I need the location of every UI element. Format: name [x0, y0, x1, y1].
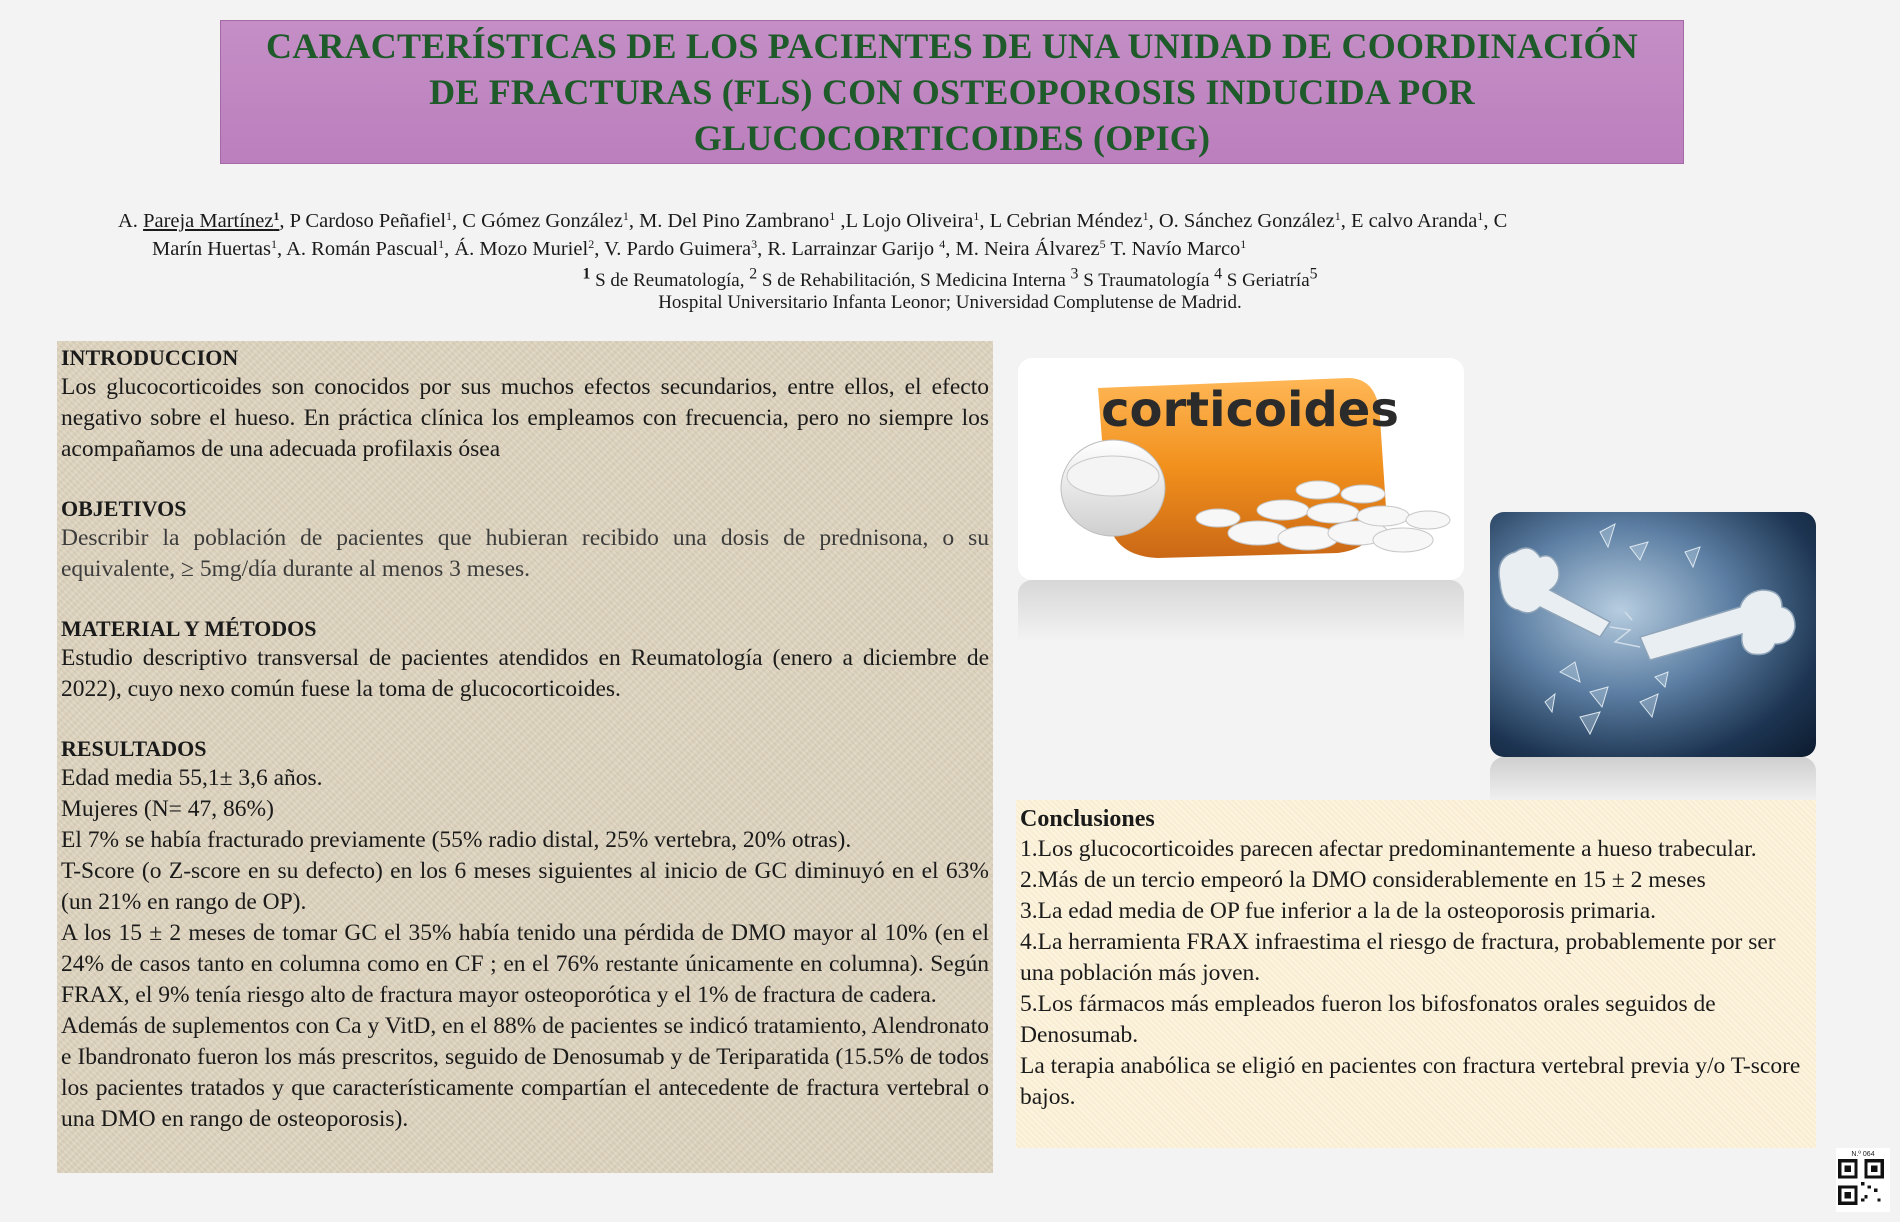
affiliation-department: $^3$ S Traumatología: [1070, 266, 1215, 292]
author-name: , V. Pardo Guimera$^3$: [594, 237, 758, 260]
title-line-3: GLUCOCORTICOIDES (OPIG): [693, 118, 1211, 158]
author-name: , C: [1483, 210, 1508, 232]
results-heading: RESULTADOS: [61, 736, 207, 761]
intro-text: Los glucocorticoides son conocidos por sus muchos efectos secundarios, entre ellos, el efecto negativo sobre el hueso. En práctica clínica los empleamos con frecuencia, pero no siempre los acompañamos de una adecuada profilaxis ósea: [61, 374, 989, 462]
title-banner: [220, 20, 1684, 164]
affiliation-department: $^1$ S de Reumatología,: [582, 266, 750, 292]
affiliation-departments: [0, 266, 1900, 292]
left-content-panel: [57, 341, 993, 1173]
author-list-line-2: [118, 235, 1778, 263]
conclusion-item: 4.La herramienta FRAX infraestima el riesgo de fractura, probablemente por ser una población más joven.: [1020, 929, 1776, 986]
methods-heading: MATERIAL Y MÉTODOS: [61, 616, 317, 641]
broken-bone-image: [1490, 512, 1816, 757]
bone-image-reflection: [1490, 757, 1816, 805]
author-name: T. Navío Marco$^1$: [1105, 237, 1247, 260]
qr-code-icon: [1838, 1159, 1884, 1205]
results-item: Edad media 55,1± 3,6 años.: [61, 765, 323, 791]
objectives-text: Describir la población de pacientes que hubieran recibido una dosis de prednisona, o su equivalente, ≥ 5mg/día durante al menos 3 meses.: [61, 525, 989, 582]
author-name: , R. Larrainzar Garijo $^4$: [757, 237, 946, 260]
conclusion-item: 5.Los fármacos más empleados fueron los bifosfonatos orales seguidos de Denosumab.: [1020, 991, 1716, 1048]
affiliation-department: 5: [1309, 266, 1318, 283]
qr-code[interactable]: [1836, 1148, 1890, 1212]
author-name: , L Cebrian Méndez$^1$: [979, 209, 1149, 232]
conclusion-item: 1.Los glucocorticoides parecen afectar predominantemente a hueso trabecular.: [1020, 836, 1757, 862]
author-name: , A. Román Pascual$^1$: [276, 237, 445, 260]
intro-heading: INTRODUCCION: [61, 345, 239, 370]
author-name: , O. Sánchez González$^1$: [1148, 209, 1341, 232]
author-lead: A. Pareja Martínez$^1$: [118, 209, 280, 232]
results-item: A los 15 ± 2 meses de tomar GC el 35% había tenido una pérdida de DMO mayor al 10% (en el 24% de casos tanto en columna como en CF ; en el 76% restante únicamente en columna). Según FRAX, el 9% tenía riesgo alto de fractura mayor osteoporótica y el 1% de fractura de cadera.: [61, 920, 989, 1008]
author-name: ,L Lojo Oliveira$^1$: [835, 209, 980, 232]
objectives-heading: OBJETIVOS: [61, 496, 187, 521]
methods-text: Estudio descriptivo transversal de pacientes atendidos en Reumatología (enero a diciembre de 2022), cuyo nexo común fuese la toma de glucocorticoides.: [61, 645, 989, 702]
results-item: T-Score (o Z-score en su defecto) en los 6 meses siguientes al inicio de GC diminuyó en el 63% (un 21% en rango de OP).: [61, 858, 989, 915]
broken-bone-icon: [1490, 512, 1816, 757]
author-name: , M. Del Pino Zambrano$^1$: [628, 209, 836, 232]
results-item: El 7% se había fracturado previamente (55% radio distal, 25% vertebra, 20% otras).: [61, 827, 852, 853]
pills-image-reflection: [1018, 580, 1464, 642]
author-name: , Á. Mozo Muriel$^2$: [444, 237, 595, 260]
author-name: , M. Neira Álvarez$^5$: [945, 237, 1106, 260]
author-name: , E calvo Aranda$^1$: [1340, 209, 1484, 232]
affiliation-department: $^4$ S Geriatría: [1214, 266, 1310, 292]
conclusion-item: 2.Más de un tercio empeoró la DMO considerablemente en 15 ± 2 meses: [1020, 867, 1706, 893]
pills-label: corticoides: [1101, 382, 1399, 438]
results-item: Mujeres (N= 47, 86%): [61, 796, 274, 822]
pills-bottle-icon: [1018, 358, 1464, 580]
author-name: , C Gómez González$^1$: [452, 209, 629, 232]
author-list: [118, 207, 1778, 263]
affiliation-department: $^2$ S de Rehabilitación, S Medicina Interna: [749, 266, 1071, 292]
author-name: , P Cardoso Peñafiel$^1$: [279, 209, 453, 232]
poster-title: [266, 23, 1638, 161]
author-name: Marín Huertas$^1$: [152, 237, 277, 260]
conclusion-item: La terapia anabólica se eligió en pacientes con fractura vertebral previa y/o T-score bajos.: [1020, 1053, 1801, 1110]
title-line-1: CARACTERÍSTICAS DE LOS PACIENTES DE UNA UNIDAD DE COORDINACIÓN: [266, 26, 1638, 66]
conclusions-panel: [1016, 800, 1816, 1148]
conclusions-heading: Conclusiones: [1020, 806, 1155, 832]
corticoides-pills-image: [1018, 358, 1464, 580]
results-item: Además de suplementos con Ca y VitD, en el 88% de pacientes se indicó tratamiento, Alendronato e Ibandronato fueron los más prescritos, seguido de Denosumab y de Teriparatida (15.5% de todos los pacientes tratados y que característicamente compartían el antecedente de fractura vertebral o una DMO en rango de osteoporosis).: [61, 1013, 989, 1132]
qr-number: N.º 064: [1851, 1151, 1875, 1158]
conclusion-item: 3.La edad media de OP fue inferior a la de la osteoporosis primaria.: [1020, 898, 1657, 924]
affiliation-institution: Hospital Universitario Infanta Leonor; Universidad Complutense de Madrid.: [658, 292, 1242, 313]
title-line-2: DE FRACTURAS (FLS) CON OSTEOPOROSIS INDUCIDA POR: [429, 72, 1475, 112]
